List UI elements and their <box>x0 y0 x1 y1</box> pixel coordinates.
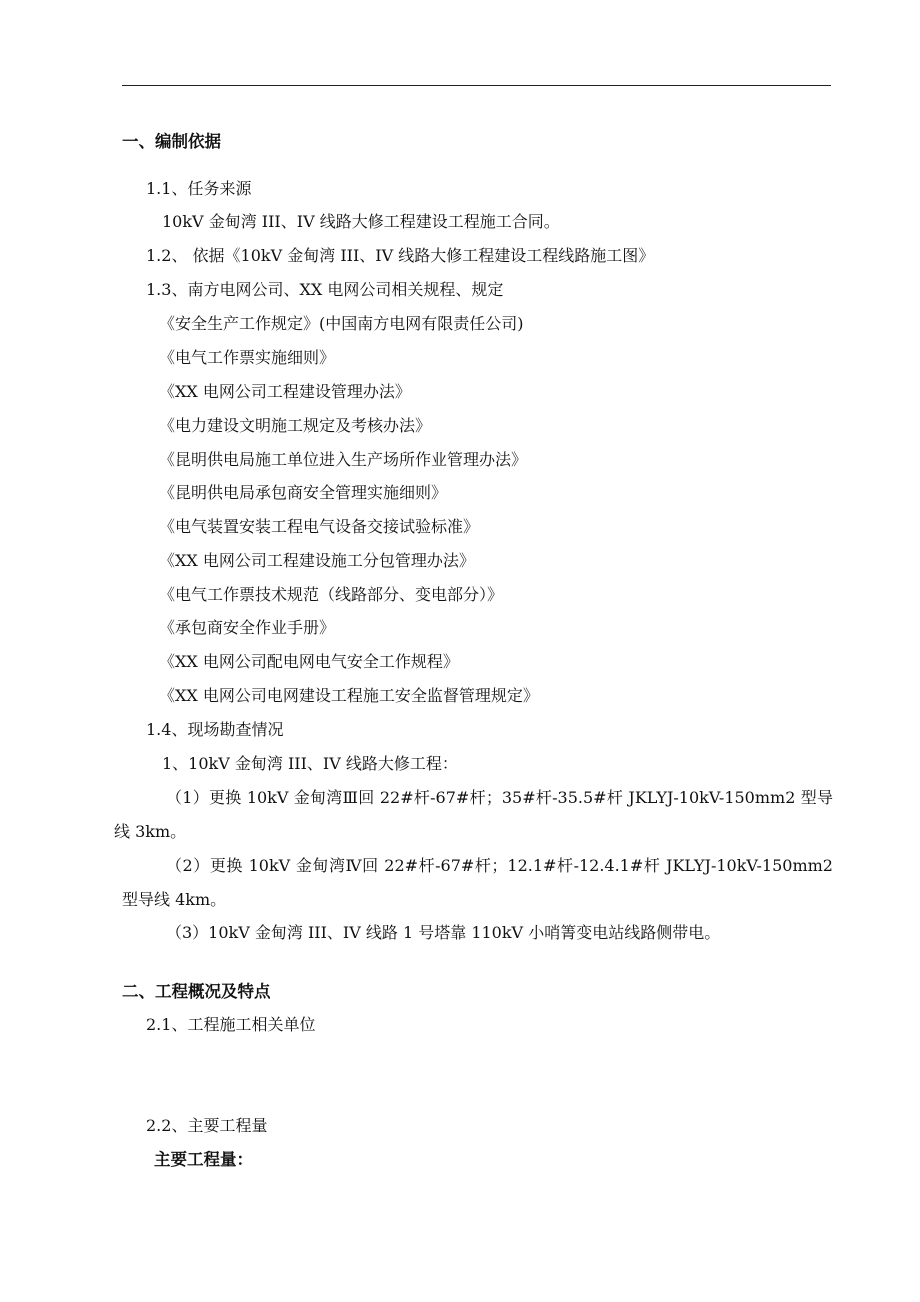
subsection-1-1-title: 1.1、任务来源 <box>146 179 252 198</box>
subsection-1-3-title: 1.3、南方电网公司、XX 电网公司相关规程、规定 <box>146 280 504 299</box>
regulation-item: 《昆明供电局施工单位进入生产场所作业管理办法》 <box>159 450 528 469</box>
survey-item-3: （3）10kV 金甸湾 III、IV 线路 1 号塔靠 110kV 小哨箐变电站线路侧带电。 <box>166 923 721 942</box>
survey-item-2-line-1: （2）更换 10kV 金甸湾Ⅳ回 22#杆-67#杆；12.1#杆-12.4.1#杆 JKLYJ-10kV-150mm2 <box>166 856 833 875</box>
survey-item-2-line-2: 型导线 4km。 <box>122 890 227 909</box>
regulation-item: 《XX 电网公司工程建设施工分包管理办法》 <box>159 551 475 570</box>
regulation-item: 《电力建设文明施工规定及考核办法》 <box>159 416 432 435</box>
regulation-item: 《XX 电网公司电网建设工程施工安全监督管理规定》 <box>159 686 539 705</box>
subsection-1-4-title: 1.4、现场勘查情况 <box>146 720 284 739</box>
regulation-item: 《XX 电网公司工程建设管理办法》 <box>159 382 411 401</box>
regulation-item: 《电气工作票技术规范（线路部分、变电部分）》 <box>159 585 504 604</box>
survey-item-1-line-1: （1）更换 10kV 金甸湾Ⅲ回 22#杆-67#杆；35#杆-35.5#杆 JKLYJ-10kV-150mm2 型导 <box>166 788 833 807</box>
main-quantities-label: 主要工程量： <box>154 1150 253 1169</box>
regulation-item: 《昆明供电局承包商安全管理实施细则》 <box>159 483 448 502</box>
header-rule <box>122 85 831 86</box>
subsection-1-2-title: 1.2、 依据《10kV 金甸湾 III、IV 线路大修工程建设工程线路施工图》 <box>146 246 655 265</box>
regulation-item: 《电气装置安装工程电气设备交接试验标准》 <box>159 517 480 536</box>
section-2-heading: 二、工程概况及特点 <box>122 982 271 1001</box>
survey-project-title: 1、10kV 金甸湾 III、IV 线路大修工程： <box>162 754 458 773</box>
survey-item-1-line-2: 线 3km。 <box>114 822 187 841</box>
section-1-heading: 一、编制依据 <box>122 132 221 151</box>
regulation-item: 《承包商安全作业手册》 <box>159 618 336 637</box>
subsection-1-1-body: 10kV 金甸湾 III、IV 线路大修工程建设工程施工合同。 <box>162 212 560 231</box>
regulation-item: 《XX 电网公司配电网电气安全工作规程》 <box>159 652 459 671</box>
regulation-item: 《安全生产工作规定》(中国南方电网有限责任公司) <box>159 314 524 333</box>
subsection-2-2-title: 2.2、主要工程量 <box>146 1116 268 1135</box>
regulation-item: 《电气工作票实施细则》 <box>159 348 336 367</box>
subsection-2-1-title: 2.1、工程施工相关单位 <box>146 1015 316 1034</box>
